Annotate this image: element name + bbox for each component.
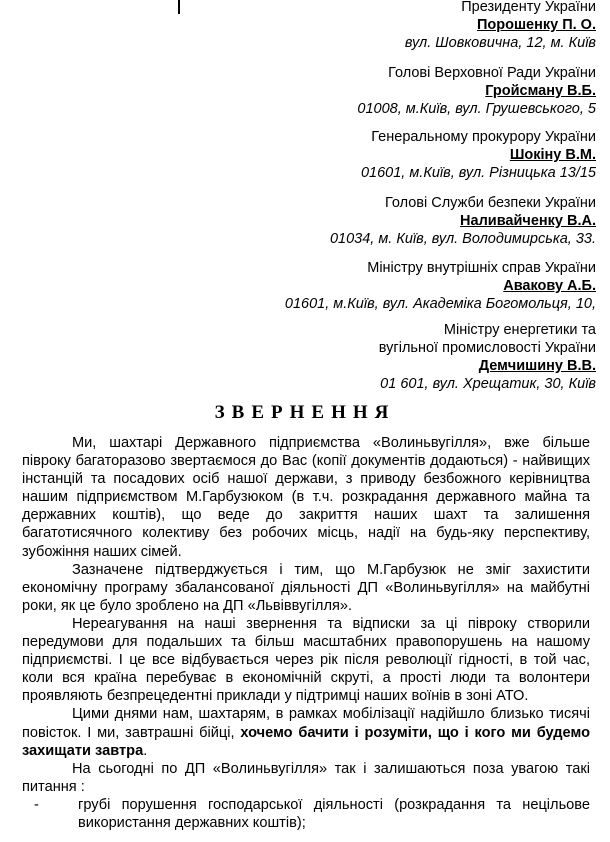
recipient-block-prosecutor: [361, 128, 596, 182]
recipient-address: 01 601, вул. Хрещатик, 30, Київ: [380, 376, 596, 392]
recipient-position: Міністру внутрішніх справ України: [367, 260, 596, 276]
paragraph-4-text: Цими днями нам, шахтарям, в рамках мобілізації надійшло близько тисячі повісток. І ми, завтрашні бійці,: [22, 706, 590, 741]
list-item: [22, 796, 590, 832]
paragraph-2: Зазначене підтверджується і тим, що М.Гарбузюк не зміг захистити економічну програму збалансованої діяльності ДП «Волиньвугілля» на майбутні роки, як це було зроблено на ДП «Львіввугілля».: [22, 561, 590, 614]
recipient-address: 01601, м.Київ, вул. Різницька 13/15: [360, 165, 596, 181]
list-item-text: грубі порушення господарської діяльності (розкрадання та нецільове використання державних коштів);: [78, 796, 590, 831]
recipient-position-line2: вугільної промисловості України: [378, 340, 596, 356]
recipient-position: Голові Служби безпеки України: [384, 195, 596, 211]
paragraph-4-end: .: [143, 742, 148, 759]
recipient-block-energy: [379, 321, 596, 393]
recipient-name: Порошенку П. О.: [476, 17, 596, 33]
recipient-name: Наливайченку В.А.: [460, 213, 596, 229]
recipient-position-line1: Міністру енергетики та: [443, 322, 596, 338]
recipient-address: 01601, м.Київ, вул. Академіка Богомольця, 10,: [284, 296, 596, 312]
recipient-address: 01034, м. Київ, вул. Володимирська, 33.: [329, 231, 596, 247]
recipient-block-president: [405, 0, 596, 52]
document-body: [22, 434, 590, 832]
text-cursor: [178, 0, 180, 14]
recipient-block-interior: [285, 259, 596, 313]
paragraph-3: Нереагування на наші звернення та відписки за ці півроку створили передумови для подальших та більш масштабних правопорушень на нашому підприємстві. І це все відбувається через рік після революції гідності, в той час, коли вся країна перебуває в економічній скруті, а прості люди та волонтери проявляють безпрецедентні приклади у підтримці наших воїнів в зоні АТО.: [22, 615, 590, 705]
recipient-name: Гройсману В.Б.: [485, 83, 596, 99]
recipient-name: Авакову А.Б.: [503, 278, 596, 294]
paragraph-1: Ми, шахтарі Державного підприємства «Волиньвугілля», вже більше півроку багаторазово звертаємося до Вас (копії документів додаються) - найвищих інстанцій та посадових осіб нашої держави, з приводу безбожного керівництва нашим підприємством М.Гарбузюком (в т.ч. розкрадання державного майна та державних коштів), що веде до закриття наших шахт та залишення багатотисячного колективу без робочих місць, надії на будь-яку перспективу, зубожіння наших сімей.: [22, 435, 590, 560]
recipient-address: вул. Шовковична, 12, м. Київ: [404, 35, 596, 51]
recipient-position: Голові Верховної Ради України: [388, 65, 596, 81]
list-dash: -: [34, 796, 39, 813]
recipient-name: Демчишину В.В.: [478, 358, 596, 374]
recipient-position: Президенту України: [461, 0, 596, 15]
recipient-address: 01008, м.Київ, вул. Грушевського, 5: [357, 101, 596, 117]
paragraph-4-bold: хочемо бачити і розуміти, що і кого ми будемо захищати завтра: [22, 724, 590, 759]
recipient-block-sbu: [330, 194, 596, 248]
recipient-name: Шокіну В.М.: [509, 147, 596, 163]
paragraph-5: На сьогодні по ДП «Волиньвугілля» так і залишаються поза увагою такі питання :: [22, 760, 590, 795]
recipient-position: Генеральному прокурору України: [371, 129, 596, 145]
recipient-block-rada: [357, 64, 596, 118]
paragraph-4: [22, 705, 590, 759]
document-title: ЗВЕРНЕННЯ: [214, 402, 396, 423]
